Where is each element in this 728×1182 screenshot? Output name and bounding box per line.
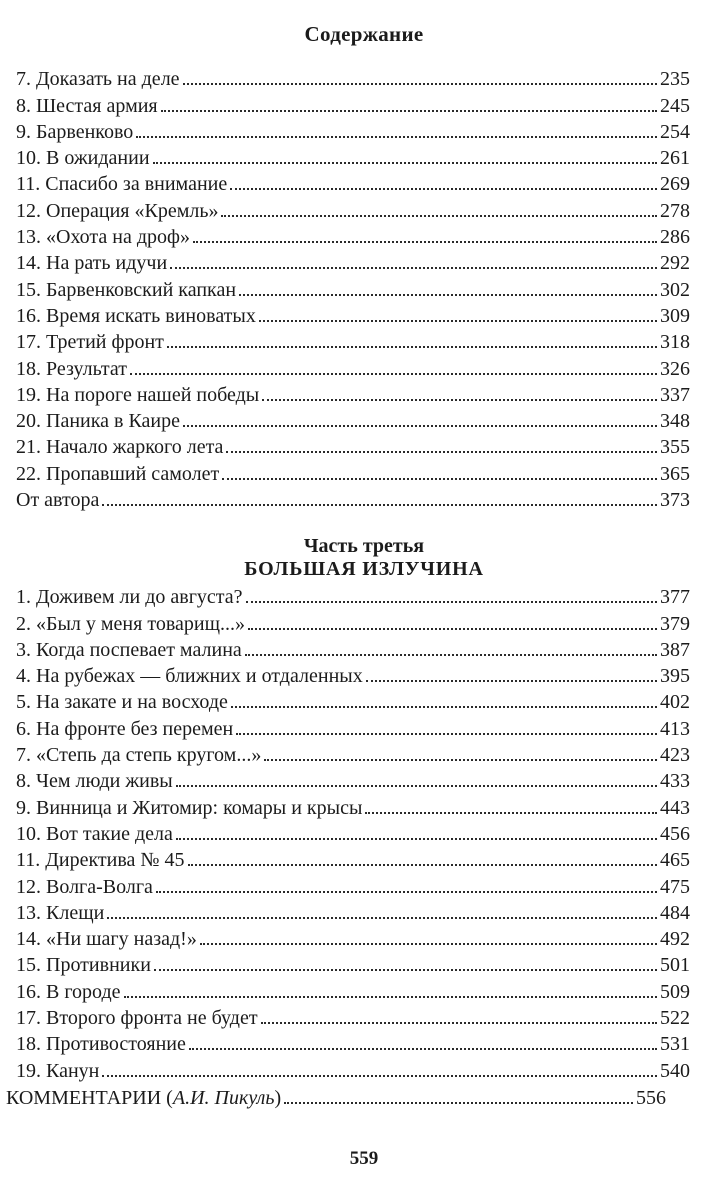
toc-entry[interactable] — [16, 195, 690, 221]
dot-leader — [366, 680, 657, 682]
toc-entry-title: 18. Противостояние — [16, 1033, 186, 1056]
toc-entry-title: 12. Операция «Кремль» — [16, 199, 219, 222]
toc-entry-page: 465 — [660, 849, 690, 872]
toc-section-part-three — [16, 582, 690, 1082]
toc-entry-page: 278 — [660, 199, 690, 222]
toc-entry[interactable] — [16, 766, 690, 792]
dot-leader — [246, 601, 657, 603]
toc-entry-page: 522 — [660, 1007, 690, 1030]
toc-entry[interactable] — [16, 976, 690, 1002]
toc-entry-page: 286 — [660, 226, 690, 249]
toc-entry-title: 15. Противники — [16, 954, 151, 977]
dot-leader — [167, 346, 657, 348]
toc-entry-page: 318 — [660, 331, 690, 354]
dot-leader — [200, 943, 657, 945]
toc-entry[interactable] — [16, 327, 690, 353]
toc-entry-title: КОММЕНТАРИИ (А.И. Пикуль) — [6, 1087, 282, 1110]
dot-leader — [176, 838, 657, 840]
toc-entry[interactable] — [16, 1029, 690, 1055]
toc-entry-title: 8. Шестая армия — [16, 94, 158, 117]
toc-entry-title: 7. «Степь да степь кругом...» — [16, 744, 262, 767]
dot-leader — [130, 373, 657, 375]
toc-entry-title: 11. Спасибо за внимание — [16, 173, 228, 196]
toc-entry[interactable] — [16, 1003, 690, 1029]
dot-leader — [170, 267, 657, 269]
dot-leader — [248, 628, 657, 630]
toc-entry-title: 8. Чем люди живы — [16, 770, 173, 793]
toc-entry-title: 13. Клещи — [16, 901, 105, 924]
dot-leader — [284, 1102, 633, 1104]
toc-entry-title: 14. «Ни шагу назад!» — [16, 928, 197, 951]
dot-leader — [183, 83, 657, 85]
toc-entry-title: 2. «Был у меня товарищ...» — [16, 612, 245, 635]
dot-leader — [183, 425, 657, 427]
dot-leader — [231, 706, 657, 708]
dot-leader — [264, 759, 657, 761]
toc-entry[interactable] — [16, 406, 690, 432]
toc-entry-page: 245 — [660, 94, 690, 117]
toc-entry[interactable] — [16, 792, 690, 818]
toc-entry-page: 556 — [636, 1087, 666, 1110]
toc-entry[interactable] — [16, 713, 690, 739]
toc-entry-title: 9. Винница и Житомир: комары и крысы — [16, 796, 363, 819]
dot-leader — [156, 891, 657, 893]
toc-entry[interactable] — [16, 485, 690, 511]
dot-leader — [245, 654, 657, 656]
toc-entry-title: 16. В городе — [16, 980, 121, 1003]
dot-leader — [102, 504, 657, 506]
toc-entry-title: 6. На фронте без перемен — [16, 717, 234, 740]
toc-section-comments — [6, 1083, 666, 1109]
toc-entry-page: 261 — [660, 147, 690, 170]
toc-entry-page: 373 — [660, 489, 690, 512]
dot-leader — [161, 110, 657, 112]
toc-entry-title: 16. Время искать виноватых — [16, 304, 256, 327]
dot-leader — [226, 451, 657, 453]
toc-entry[interactable] — [16, 845, 690, 871]
toc-entry-title: 15. Барвенковский капкан — [16, 278, 237, 301]
toc-entry[interactable] — [16, 740, 690, 766]
toc-entry-title: 18. Результат — [16, 357, 128, 380]
dot-leader — [239, 294, 657, 296]
toc-entry-title: 19. Канун — [16, 1059, 100, 1082]
dot-leader — [236, 733, 657, 735]
part-label: Часть третья — [303, 535, 425, 557]
toc-entry-page: 387 — [660, 638, 690, 661]
toc-entry-page: 531 — [660, 1033, 690, 1056]
toc-entry-page: 302 — [660, 278, 690, 301]
toc-entry-title: 10. Вот такие дела — [16, 822, 173, 845]
toc-entry[interactable] — [16, 222, 690, 248]
toc-entry-title: 11. Директива № 45 — [16, 849, 185, 872]
toc-entry[interactable] — [16, 1055, 690, 1081]
dot-leader — [153, 162, 657, 164]
toc-entry-page: 254 — [660, 120, 690, 143]
toc-entry[interactable] — [16, 169, 690, 195]
toc-entry[interactable] — [16, 661, 690, 687]
part-title: БОЛЬШАЯ ИЗЛУЧИНА — [244, 558, 484, 580]
toc-entry-page: 355 — [660, 436, 690, 459]
dot-leader — [193, 241, 657, 243]
toc-entry-page: 501 — [660, 954, 690, 977]
toc-entry-page: 235 — [660, 68, 690, 91]
toc-entry-title: 14. На рать идучи — [16, 252, 168, 275]
toc-entry[interactable] — [16, 90, 690, 116]
toc-entry-title: 19. На пороге нашей победы — [16, 383, 260, 406]
dot-leader — [222, 478, 657, 480]
dot-leader — [176, 785, 657, 787]
page-heading: Содержание — [304, 22, 424, 46]
toc-entry-page: 423 — [660, 744, 690, 767]
toc-entry-page: 509 — [660, 980, 690, 1003]
toc-entry-page: 395 — [660, 665, 690, 688]
toc-entry[interactable] — [16, 458, 690, 484]
page-number: 559 — [349, 1148, 379, 1169]
toc-entry[interactable] — [16, 353, 690, 379]
toc-entry-page: 365 — [660, 462, 690, 485]
toc-entry[interactable] — [16, 274, 690, 300]
toc-entry[interactable] — [16, 950, 690, 976]
toc-entry[interactable] — [16, 898, 690, 924]
toc-entry-page: 475 — [660, 875, 690, 898]
dot-leader — [154, 969, 657, 971]
toc-section-part-two — [16, 64, 690, 511]
toc-entry-page: 379 — [660, 612, 690, 635]
toc-entry-title: 4. На рубежах — ближних и отдаленных — [16, 665, 363, 688]
toc-entry-title: 10. В ожидании — [16, 147, 150, 170]
toc-entry-title: 13. «Охота на дроф» — [16, 226, 190, 249]
toc-entry[interactable] — [16, 871, 690, 897]
dot-leader — [124, 996, 657, 998]
toc-entry-page: 433 — [660, 770, 690, 793]
toc-entry[interactable] — [16, 248, 690, 274]
toc-entry[interactable] — [16, 608, 690, 634]
toc-entry-title: От автора — [16, 489, 100, 512]
toc-entry-title: 17. Третий фронт — [16, 331, 164, 354]
dot-leader — [189, 1048, 657, 1050]
toc-entry-title: 9. Барвенково — [16, 120, 134, 143]
dot-leader — [259, 320, 657, 322]
toc-entry-comments[interactable] — [6, 1083, 666, 1109]
toc-entry-title: 7. Доказать на деле — [16, 68, 180, 91]
toc-entry-page: 443 — [660, 796, 690, 819]
toc-entry-title: 20. Паника в Каире — [16, 410, 180, 433]
toc-entry[interactable] — [16, 687, 690, 713]
toc-entry-title: 5. На закате и на восходе — [16, 691, 228, 714]
toc-entry-page: 269 — [660, 173, 690, 196]
toc-entry-page: 540 — [660, 1059, 690, 1082]
toc-entry-page: 402 — [660, 691, 690, 714]
toc-entry[interactable] — [16, 582, 690, 608]
toc-entry-title: 12. Волга-Волга — [16, 875, 153, 898]
toc-entry-title: 3. Когда поспевает малина — [16, 638, 242, 661]
toc-entry-page: 309 — [660, 304, 690, 327]
toc-entry[interactable] — [16, 635, 690, 661]
toc-entry-page: 377 — [660, 586, 690, 609]
toc-entry-page: 292 — [660, 252, 690, 275]
toc-entry[interactable] — [16, 117, 690, 143]
toc-entry[interactable] — [16, 819, 690, 845]
dot-leader — [136, 136, 657, 138]
toc-entry-title: 21. Начало жаркого лета — [16, 436, 224, 459]
toc-entry-page: 492 — [660, 928, 690, 951]
toc-entry[interactable] — [16, 301, 690, 327]
toc-entry-page: 413 — [660, 717, 690, 740]
dot-leader — [262, 399, 657, 401]
toc-entry[interactable] — [16, 143, 690, 169]
dot-leader — [188, 864, 657, 866]
toc-entry-title: 1. Доживем ли до августа? — [16, 586, 243, 609]
dot-leader — [365, 812, 657, 814]
toc-entry-page: 484 — [660, 901, 690, 924]
dot-leader — [230, 188, 657, 190]
dot-leader — [261, 1022, 657, 1024]
toc-entry[interactable] — [16, 432, 690, 458]
toc-entry-title: 22. Пропавший самолет — [16, 462, 220, 485]
dot-leader — [102, 1075, 657, 1077]
toc-entry-page: 337 — [660, 383, 690, 406]
toc-entry-title: 17. Второго фронта не будет — [16, 1007, 258, 1030]
dot-leader — [107, 917, 657, 919]
toc-entry[interactable] — [16, 924, 690, 950]
toc-entry[interactable] — [16, 380, 690, 406]
toc-entry-page: 348 — [660, 410, 690, 433]
dot-leader — [221, 215, 657, 217]
toc-entry[interactable] — [16, 64, 690, 90]
toc-entry-page: 456 — [660, 822, 690, 845]
toc-entry-page: 326 — [660, 357, 690, 380]
